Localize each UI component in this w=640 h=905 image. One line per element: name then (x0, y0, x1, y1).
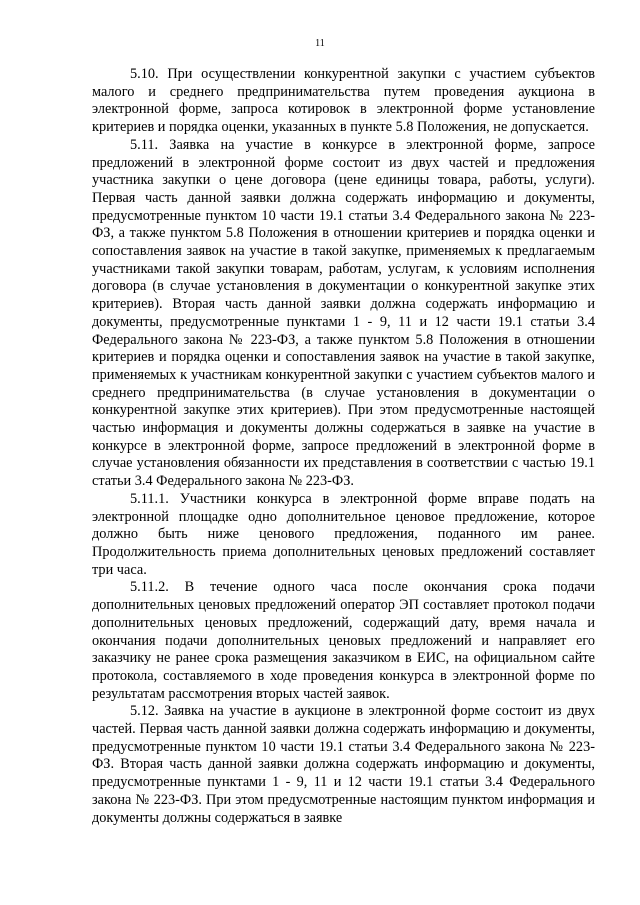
page-number: 11 (315, 38, 325, 49)
paragraph-5-11-2: 5.11.2. В течение одного часа после окончания срока подачи дополнительных ценовых предложений оператор ЭП составляет протокол подачи дополнительных ценовых предложений, содержащий дату, время начала и окончания подачи дополнительных ценовых предложений и направляет его заказчику не ранее срока размещения заказчиком в ЕИС, на официальном сайте протокола, составляемого в ходе проведения конкурса в электронной форме по результатам рассмотрения вторых частей заявок. (92, 579, 595, 702)
paragraph-5-10: 5.10. При осуществлении конкурентной закупки с участием субъектов малого и среднего предпринимательства путем проведения аукциона в электронной форме, запроса котировок в электронной форме установление критериев и порядка оценки, указанных в пункте 5.8 Положения, не допускается. (92, 66, 595, 136)
paragraph-5-11-1: 5.11.1. Участники конкурса в электронной форме вправе подать на электронной площадке одно дополнительное ценовое предложение, которое должно быть ниже ценового предложения, поданного им ранее. Продолжительность приема дополнительных ценовых предложений составляет три часа. (92, 490, 595, 578)
paragraph-5-11: 5.11. Заявка на участие в конкурсе в электронной форме, запросе предложений в электронной форме состоит из двух частей и предложения участника закупки о цене договора (цене единицы товара, работы, услуги). Первая часть данной заявки должна содержать информацию и документы, предусмотренные пунктом 10 части 19.1 статьи 3.4 Федерального закона № 223-ФЗ, а также пунктом 5.8 Положения в отношении критериев и порядка оценки и сопоставления заявок на участие в такой закупке, применяемых к предлагаемым участниками такой закупки товарам, работам, услугам, к условиям исполнения договора (в случае установления в документации о конкурентной закупке этих критериев). Вторая часть данной заявки должна содержать информацию и документы, предусмотренные пунктами 1 - 9, 11 и 12 части 19.1 статьи 3.4 Федерального закона № 223-ФЗ, а также пунктом 5.8 Положения в отношении критериев и порядка оценки и сопоставления заявок на участие в такой закупке, применяемых к участникам конкурентной закупки с участием субъектов малого и среднего предпринимательства (в случае установления в документации о конкурентной закупке этих критериев). При этом предусмотренные настоящей частью информация и документы должны содержаться в заявке на участие в конкурсе в электронной форме, запросе предложений в электронной форме в случае установления обязанности их представления в соответствии с частью 19.1 статьи 3.4 Федерального закона № 223-ФЗ. (92, 136, 595, 490)
document-body (92, 66, 595, 827)
paragraph-5-12: 5.12. Заявка на участие в аукционе в электронной форме состоит из двух частей. Первая часть данной заявки должна содержать информацию и документы, предусмотренные пунктом 10 части 19.1 статьи 3.4 Федерального закона № 223-ФЗ. Вторая часть данной заявки должна содержать информацию и документы, предусмотренные пунктами 1 - 9, 11 и 12 части 19.1 статьи 3.4 Федерального закона № 223-ФЗ. При этом предусмотренные настоящим пунктом информация и документы должны содержаться в заявке (92, 703, 595, 826)
